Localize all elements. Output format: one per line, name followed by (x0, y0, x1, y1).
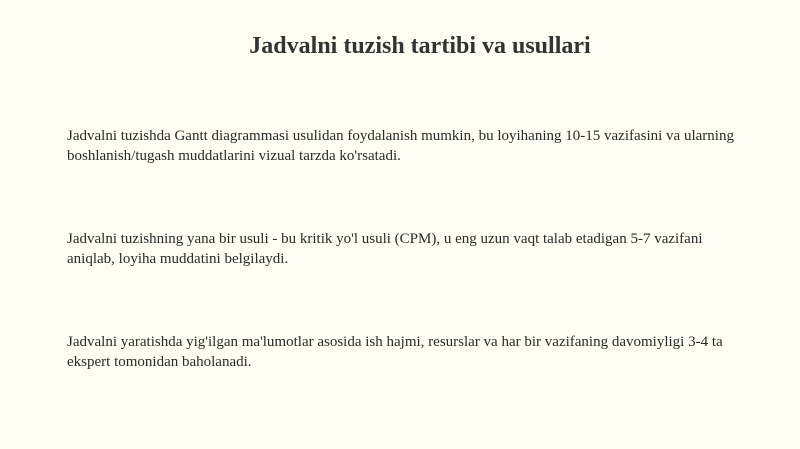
slide-title: Jadvalni tuzish tartibi va usullari (249, 33, 591, 59)
paragraph-estimation: Jadvalni yaratishda yig'ilgan ma'lumotlar asosida ish hajmi, resurslar va har bir vazifaning davomiyligi 3-4 ta ekspert tomonidan baholanadi. (67, 334, 723, 370)
paragraph-cpm: Jadvalni tuzishning yana bir usuli - bu kritik yo'l usuli (CPM), u eng uzun vaqt talab etadigan 5-7 vazifani aniqlab, loyiha muddatini belgilaydi. (67, 231, 703, 267)
paragraph-gantt: Jadvalni tuzishda Gantt diagrammasi usulidan foydalanish mumkin, bu loyihaning 10-15 vazifasini va ularning boshlanish/tugash muddatlarini vizual tarzda ko'rsatadi. (67, 128, 734, 164)
